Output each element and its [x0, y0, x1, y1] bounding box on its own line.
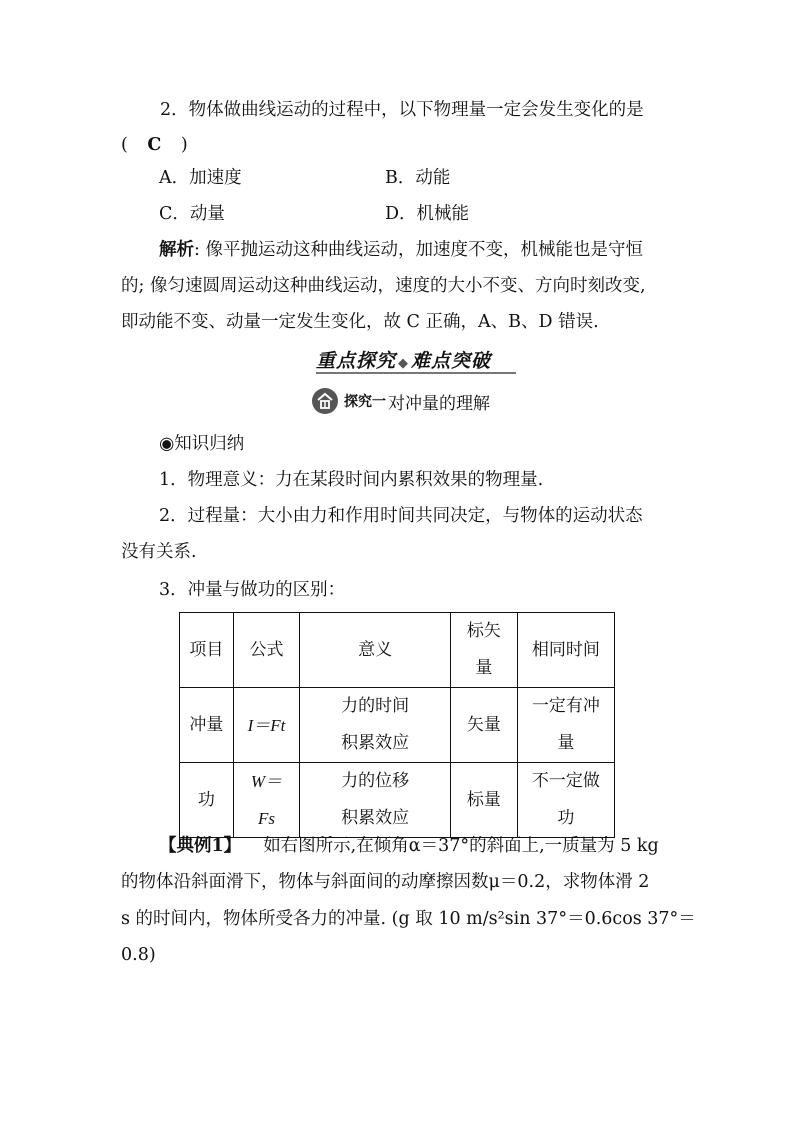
analysis-label: 解析	[159, 240, 194, 260]
cell-part: Fs	[257, 809, 275, 828]
table-header-cell: 相同时间	[517, 613, 614, 688]
answer-open: (	[121, 135, 128, 155]
table-header-row	[180, 613, 615, 688]
table-row	[180, 688, 615, 763]
question-stem: 2．物体做曲线运动的过程中，以下物理量一定会发生变化的是	[160, 100, 644, 120]
section-separator: ◆	[398, 356, 410, 371]
section-title-right: 难点突破	[411, 350, 492, 372]
header-part: 标矢	[466, 621, 501, 641]
table-row	[180, 763, 615, 838]
table-header-cell: 意义	[300, 613, 451, 688]
knowledge-item-2-cont: 没有关系.	[121, 542, 197, 562]
cell-part: 一定有冲	[531, 696, 600, 716]
knowledge-item-3: 3．冲量与做功的区别：	[159, 580, 346, 600]
option-b: B．动能	[385, 168, 451, 188]
cell-part: 功	[557, 808, 575, 828]
answer-close: )	[180, 135, 188, 155]
table-cell	[300, 688, 451, 763]
table-cell: 冲量	[180, 688, 234, 763]
example-label: 【典例1】	[159, 836, 242, 856]
table-cell: 矢量	[451, 688, 518, 763]
analysis-line-3: 即动能不变、动量一定发生变化，故 C 正确，A、B、D 错误.	[121, 312, 599, 332]
explore-heading	[312, 387, 490, 415]
cell-part: 力的时间	[341, 696, 410, 716]
table-cell: 标量	[451, 763, 518, 838]
example-line-2: 的物体沿斜面滑下，物体与斜面间的动摩擦因数μ＝0.2，求物体滑 2	[121, 872, 650, 892]
header-part: 量	[475, 658, 493, 678]
building-icon	[312, 388, 338, 414]
section-title	[316, 346, 516, 374]
option-a: A．加速度	[159, 168, 242, 188]
table-header-cell: 项目	[180, 613, 234, 688]
cell-part: W＝	[250, 772, 283, 791]
explore-title: 对冲量的理解	[388, 393, 490, 414]
analysis-text-1: : 像平抛运动这种曲线运动，加速度不变，机械能也是守恒	[194, 240, 643, 260]
answer-bracket	[121, 133, 188, 157]
cell-part: 不一定做	[531, 771, 600, 791]
explore-tag: 探究一	[344, 394, 386, 410]
cell-part: 积累效应	[341, 733, 410, 753]
section-title-left: 重点探究	[316, 350, 397, 372]
cell-part: 量	[557, 733, 575, 753]
example-line-1	[159, 834, 659, 858]
cell-part: 力的位移	[341, 771, 410, 791]
analysis-line-1	[159, 238, 643, 262]
comparison-table	[179, 612, 615, 838]
example-text-1: 如右图所示,在倾角α＝37°的斜面上,一质量为 5 kg	[263, 836, 659, 856]
table-header-cell	[451, 613, 518, 688]
table-cell-formula	[233, 763, 300, 838]
knowledge-heading: ◉知识归纳	[159, 434, 245, 454]
cell-part: 积累效应	[341, 808, 410, 828]
table-cell	[300, 763, 451, 838]
example-line-4: 0.8)	[121, 945, 156, 965]
example-line-3: s 的时间内，物体所受各力的冲量. (g 取 10 m/s²sin 37°＝0.6cos 37°＝	[121, 909, 696, 929]
analysis-line-2: 的; 像匀速圆周运动这种曲线运动，速度的大小不变、方向时刻改变,	[121, 276, 646, 296]
option-c: C．动量	[159, 204, 225, 224]
table-header-cell: 公式	[233, 613, 300, 688]
knowledge-item-2: 2．过程量：大小由力和作用时间共同决定，与物体的运动状态	[159, 506, 643, 526]
table-cell	[517, 688, 614, 763]
table-cell: 功	[180, 763, 234, 838]
table-cell	[517, 763, 614, 838]
answer-value: C	[147, 135, 162, 155]
knowledge-item-1: 1．物理意义：力在某段时间内累积效果的物理量.	[159, 470, 544, 490]
option-d: D．机械能	[385, 204, 470, 224]
table-cell-formula: I＝Ft	[233, 688, 300, 763]
